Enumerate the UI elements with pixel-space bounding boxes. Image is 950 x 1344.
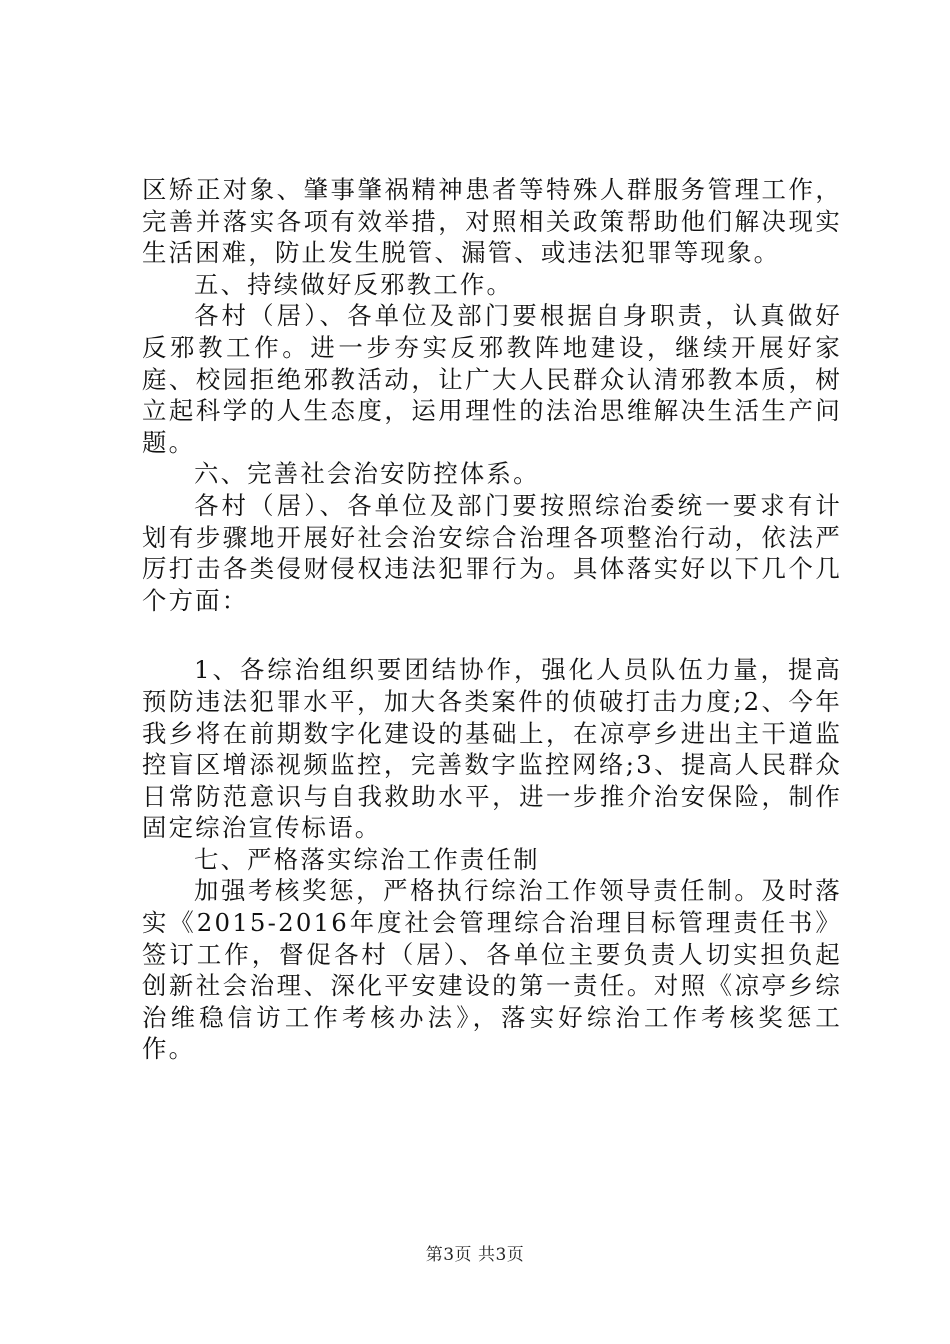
- paragraph-special-groups-continued: 区矫正对象、肇事肇祸精神患者等特殊人群服务管理工作，完善并落实各项有效举措，对照相关政策帮助他们解决现实生活困难，防止发生脱管、漏管、或违法犯罪等现象。: [142, 175, 842, 268]
- paragraph-anti-cult-work: 各村（居）、各单位及部门要根据自身职责，认真做好反邪教工作。进一步夯实反邪教阵地建设，继续开展好家庭、校园拒绝邪教活动，让广大人民群众认清邪教本质，树立起科学的人生态度，运用理性的法治思维解决生活生产问题。: [142, 301, 842, 457]
- paragraph-responsibility-system: 加强考核奖惩，严格执行综治工作领导责任制。及时落实《2015-2016年度社会管理综合治理目标管理责任书》签订工作，督促各村（居）、各单位主要负责人切实担负起创新社会治理、深化平安建设的第一责任。对照《凉亭乡综治维稳信访工作考核办法》，落实好综治工作考核奖惩工作。: [142, 876, 842, 1064]
- paragraph-security-measures-list: 1、各综治组织要团结协作，强化人员队伍力量，提高预防违法犯罪水平，加大各类案件的侦破打击力度;2、今年我乡将在前期数字化建设的基础上，在凉亭乡进出主干道监控盲区增添视频监控，完善数字监控网络;3、提高人民群众日常防范意识与自我救助水平，进一步推介治安保险，制作固定综治宣传标语。: [142, 655, 842, 843]
- heading-section-six: 六、完善社会治安防控体系。: [194, 459, 540, 489]
- page-number-footer: 第3页 共3页: [425, 1245, 525, 1265]
- document-body: [142, 174, 842, 1065]
- paragraph-security-prevention: 各村（居）、各单位及部门要按照综治委统一要求有计划有步骤地开展好社会治安综合治理各项整治行动，依法严厉打击各类侵财侵权违法犯罪行为。具体落实好以下几个几个方面：: [142, 490, 842, 615]
- heading-section-five: 五、持续做好反邪教工作。: [194, 269, 514, 299]
- heading-section-seven: 七、严格落实综治工作责任制: [194, 844, 540, 874]
